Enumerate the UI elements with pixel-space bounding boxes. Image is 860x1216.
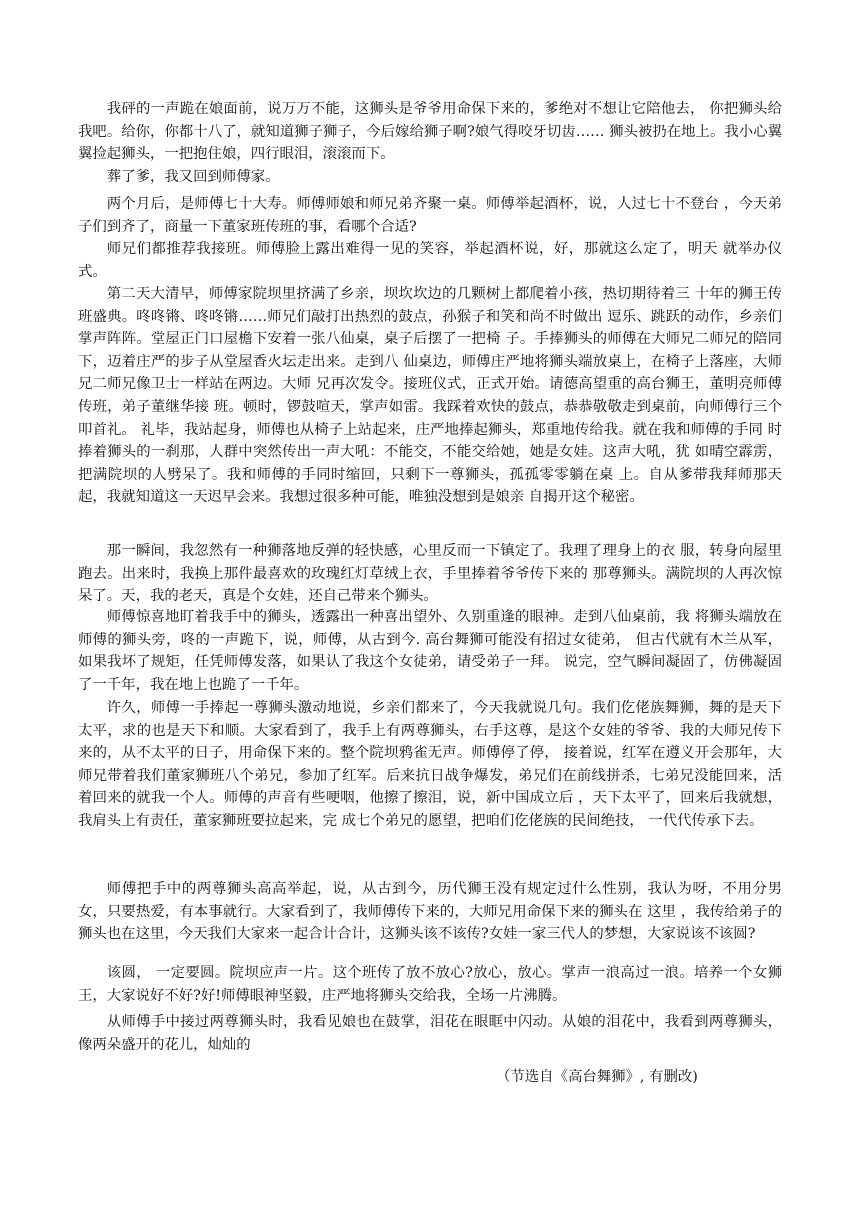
paragraph-2: 葬了爹，我又回到师傅家。 (106, 169, 280, 185)
paragraph-7: 师傅惊喜地盯着我手中的狮头，透露出一种喜出望外、久别重逢的眼神。走到八仙桌前，我 将狮头端放在师傅的狮头旁，咚的一声跪下，说，师傅，从古到今. 高台舞狮可能没有招过女徒弟， 但古代就有木兰从军，如果我坏了规矩，任凭师傅发落，如果认了我这个女徒弟，请受弟子一拜。 说完，空气瞬间凝固了，仿佛凝固了一千年，我在地上也跪了一千年。 (78, 609, 782, 693)
paragraph-10: 该圆， 一定要圆。院坝应声一片。这个班传了放不放心?放心，放心。掌声一浪高过一浪。培养一个女狮王，大家说好不好?好!师傅眼神坚毅，庄严地将狮头交给我，全场一片沸腾。 (78, 965, 782, 1004)
paragraph-3: 两个月后，是师傅七十大寿。师傅师娘和师兄弟齐聚一桌。师傅举起酒杯，说，人过七十不登台 ，今天弟子们到齐了，商量一下董家班传班的事，看哪个合适? (78, 196, 782, 235)
source-citation: （节选自《高台舞狮》, 有删改) (496, 1069, 698, 1085)
paragraph-6: 那一瞬间，我忽然有一种狮落地反弹的轻快感，心里反而一下镇定了。我理了理身上的衣 服，转身向屋里跑去。出来时，我换上那件最喜欢的玫瑰红灯草绒上衣，手里捧着爷爷传下来的 那尊狮头。满院坝的人再次惊呆了。天，我的老天，真是个女娃，还自己带来个狮头。 (78, 543, 782, 605)
paragraph-4: 师兄们都推荐我接班。师傅脸上露出难得一见的笑容，举起酒杯说，好，那就这么定了，明天 就举办仪式。 (78, 241, 782, 280)
paragraph-11: 从师傅手中接过两尊狮头时，我看见娘也在鼓掌，泪花在眼眶中闪动。从娘的泪花中，我看到两尊狮头，像两朵盛开的花儿，灿灿的 (78, 1014, 782, 1053)
paragraph-9: 师傅把手中的两尊狮头高高举起，说，从古到今，历代狮王没有规定过什么性别，我认为呀，不用分男女，只要热爱，有本事就行。大家看到了，我师傅传下来的，大师兄用命保下来的狮头在 这里 ，我传给弟子的狮头也在这里，今天我们大家来一起合计合计，这狮头该不该传?女娃一家三代人的梦想，大家说该不该圆? (78, 881, 782, 943)
paragraph-8: 许久，师傅一手捧起一尊狮头激动地说，乡亲们都来了，今天我就说几句。我们仡佬族舞狮，舞的是天下太平，求的也是天下和顺。大家看到了，我手上有两尊狮头，右手这尊，是这个女娃的爷爷、我的大师兄传下来的，从不太平的日子，用命保下来的。整个院坝鸦雀无声。师傅停了停， 接着说，红军在遵义开会那年，大师兄带着我们董家狮班八个弟兄，参加了红军。后来抗日战争爆发，弟兄们在前线拼杀，七弟兄没能回来，活着回来的就我一个人。师傅的声音有些哽咽，他擦了擦泪，说，新中国成立后 ，天下太平了，回来后我就想，我肩头上有责任，董家狮班要拉起来，完 成七个弟兄的愿望，把咱们仡佬族的民间绝技， 一代代传承下去。 (78, 700, 782, 829)
paragraph-1: 我砰的一声跪在娘面前，说万万不能，这狮头是爷爷用命保下来的，爹绝对不想让它陪他去， 你把狮头给我吧。给你，你都十八了，就知道狮子狮子，今后嫁给狮子啊?娘气得咬牙切齿…… 狮头被扔在地上。我小心翼翼捡起狮头，一把抱住娘，四行眼泪，滚滚而下。 (78, 101, 782, 163)
paragraph-5: 第二天大清早，师傅家院坝里挤满了乡亲，坝坎坎边的几颗树上都爬着小孩，热切期待着三 十年的狮王传班盛典。咚咚锵、咚咚锵……师兄们敲打出热烈的鼓点，孙猴子和笑和尚不时做出 逗乐、跳跃的动作，乡亲们掌声阵阵。堂屋正门口屋檐下安着一张八仙桌，桌子后摆了一把椅 子。手捧狮头的师傅在大师兄二师兄的陪同下，迈着庄严的步子从堂屋香火坛走出来。走到八 仙桌边，师傅庄严地将狮头端放桌上，在椅子上落座，大师兄二师兄像卫士一样站在两边。大师 兄再次发令。接班仪式，正式开始。请德高望重的高台狮王，董明亮师傅传班，弟子董继华接 班。顿时，锣鼓喧天，掌声如雷。我踩着欢快的鼓点，恭恭敬敬走到桌前，向师傅行三个叩首礼。 礼毕，我站起身，师傅也从椅子上站起来，庄严地捧起狮头，郑重地传给我。就在我和师傅的手同 时捧着狮头的一刹那，人群中突然传出一声大吼：不能交，不能交给她，她是女娃。这声大吼，犹 如晴空霹雳，把满院坝的人劈呆了。我和师傅的手同时缩回，只剩下一尊狮头，孤孤零零躺在桌 上。自从爹带我拜师那天起，我就知道这一天迟早会来。我想过很多种可能，唯独没想到是娘亲 自揭开这个秘密。 (78, 286, 782, 506)
